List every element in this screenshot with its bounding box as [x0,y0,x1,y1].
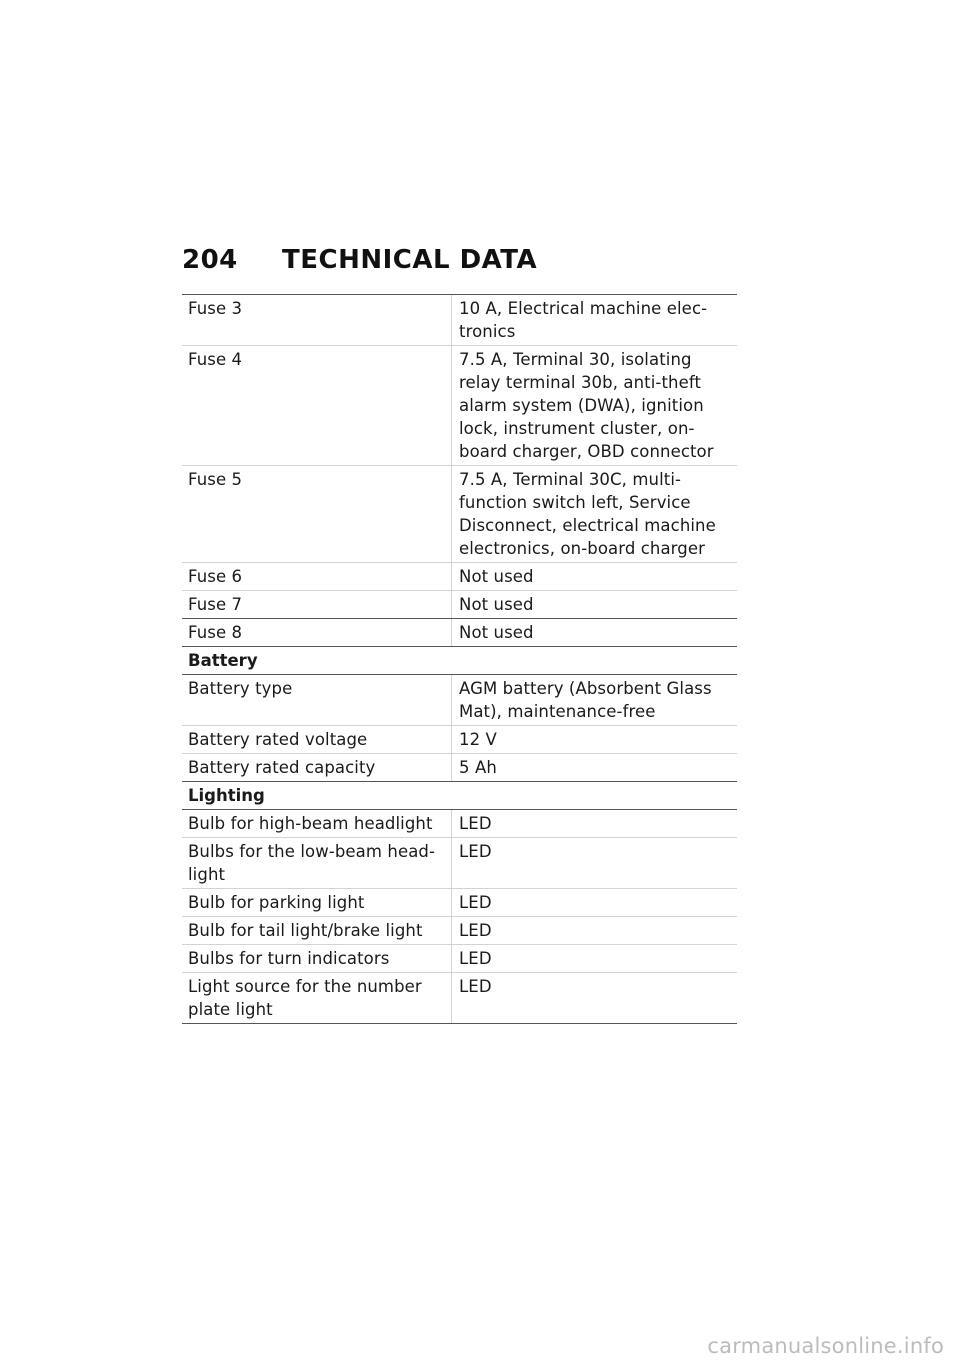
row-label: Fuse 8 [182,619,452,646]
row-label: Battery type [182,675,452,725]
table-row-fuse-4 [182,346,737,466]
row-value: 5 Ah [459,758,497,777]
row-label: Fuse 5 [182,466,452,562]
table-row-fuse-3 [182,295,737,346]
row-value: LED [459,977,492,996]
row-label: Bulbs for the low-beam head- light [182,838,452,888]
row-value: 10 A, Electrical machine elec- tronics [459,299,708,341]
row-value: Not used [459,623,534,642]
technical-data-table [182,294,737,1024]
table-row-parking-light [182,889,737,917]
table-row-fuse-7 [182,591,737,619]
table-row-turn-indicators [182,945,737,973]
table-row-battery-capacity [182,754,737,782]
table-row-fuse-6 [182,563,737,591]
row-value: LED [459,814,492,833]
table-row-number-plate-light [182,973,737,1024]
page-title: TECHNICAL DATA [282,245,538,275]
row-label: Fuse 7 [182,591,452,618]
watermark-text: carmanualsonline.info [707,1334,944,1358]
row-label: Bulb for parking light [182,889,452,916]
section-heading-lighting: Lighting [182,782,737,810]
table-row-fuse-5 [182,466,737,563]
page-header [182,240,537,280]
row-value: LED [459,921,492,940]
table-row-high-beam [182,810,737,838]
row-value: Not used [459,595,534,614]
row-value: 7.5 A, Terminal 30C, multi- function switch left, Service Disconnect, electrical machine electronics, on-board charger [459,470,716,558]
row-label: Bulb for high-beam headlight [182,810,452,837]
row-value: Not used [459,567,534,586]
table-row-fuse-8 [182,619,737,647]
row-label: Fuse 6 [182,563,452,590]
table-row-battery-voltage [182,726,737,754]
section-heading-battery: Battery [182,647,737,675]
row-label: Fuse 4 [182,346,452,465]
page-number: 204 [182,245,238,275]
row-label: Bulb for tail light/brake light [182,917,452,944]
row-label: Fuse 3 [182,295,452,345]
row-label: Bulbs for turn indicators [182,945,452,972]
row-label: Battery rated capacity [182,754,452,781]
row-label: Light source for the number plate light [182,973,452,1023]
table-row-tail-light [182,917,737,945]
row-label: Battery rated voltage [182,726,452,753]
row-value: 12 V [459,730,497,749]
table-row-low-beam [182,838,737,889]
row-value: LED [459,949,492,968]
row-value: LED [459,842,492,861]
row-value: LED [459,893,492,912]
row-value: AGM battery (Absorbent Glass Mat), maintenance-free [459,679,712,721]
row-value: 7.5 A, Terminal 30, isolating relay terminal 30b, anti-theft alarm system (DWA), ignition lock, instrument cluster, on- board charger, OBD connector [459,350,714,461]
table-row-battery-type [182,675,737,726]
